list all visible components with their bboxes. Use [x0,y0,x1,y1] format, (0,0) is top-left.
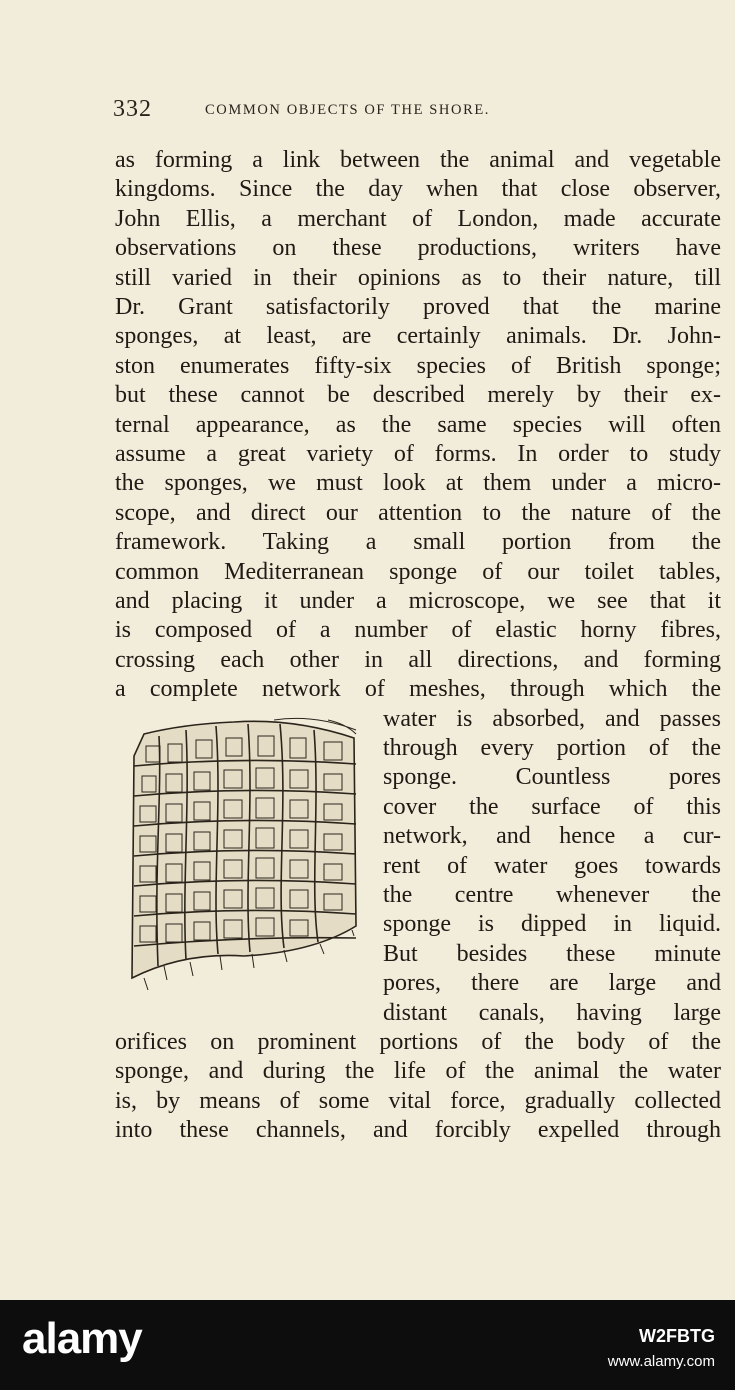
text-line: the centre whenever the [383,882,721,908]
text-line: pores, there are large and [383,970,721,997]
text-line: water is absorbed, and passes [383,705,721,732]
page-number: 332 [113,96,152,122]
text-line: cover the surface of this [383,793,721,820]
text-line: scope, and direct our attention to the nature of the [115,499,721,526]
text-line: sponge is dipped in liquid. [383,911,721,938]
text-line: crossing each other in all directions, and forming [115,646,721,673]
text-line: sponge. Countless pores [383,764,721,791]
sponge-figure [124,716,360,998]
text-line: Dr. Grant satisfactorily proved that the marine [115,294,721,320]
text-line: still varied in their opinions as to their nature, till [115,264,721,291]
text-line: as forming a link between the animal and vegetable [115,147,721,173]
text-line: kingdoms. Since the day when that close observer, [115,176,721,203]
text-line: into these channels, and forcibly expelled through [115,1117,721,1144]
text-line: sponges, at least, are certainly animals. Dr. John- [115,323,721,350]
text-line: rent of water goes towards [383,852,721,879]
text-line: observations on these productions, writers have [115,235,721,262]
site-url: www.alamy.com [607,1353,715,1370]
text-line: a complete network of meshes, through which the [115,676,721,703]
text-line: through every portion of the [383,735,721,761]
text-line: but these cannot be described merely by their ex- [115,382,721,409]
text-line: distant canals, having large [383,999,721,1026]
text-line: is composed of a number of elastic horny fibres, [115,617,721,644]
watermark-footer [0,1300,735,1390]
text-line: assume a great variety of forms. In order to study [115,441,721,467]
image-id: W2FBTG [639,1326,715,1346]
page-header [113,96,723,130]
brand-logo: alamy [22,1314,142,1363]
text-line: But besides these minute [383,940,721,967]
text-line: ternal appearance, as the same species will often [115,411,721,438]
text-line: network, and hence a cur- [383,823,721,850]
text-line: John Ellis, a merchant of London, made accurate [115,205,721,232]
text-line: sponge, and during the life of the animal the water [115,1058,721,1085]
text-line: framework. Taking a small portion from the [115,529,721,556]
text-line: and placing it under a microscope, we see that it [115,588,721,614]
text-line: orifices on prominent portions of the body of the [115,1029,721,1055]
text-line: common Mediterranean sponge of our toilet tables, [115,558,721,585]
text-line: the sponges, we must look at them under a micro- [115,470,721,497]
running-head: COMMON OBJECTS OF THE SHORE. [205,102,491,118]
text-line: is, by means of some vital force, gradually collected [115,1087,721,1114]
text-line: ston enumerates fifty-six species of British sponge; [115,352,721,379]
